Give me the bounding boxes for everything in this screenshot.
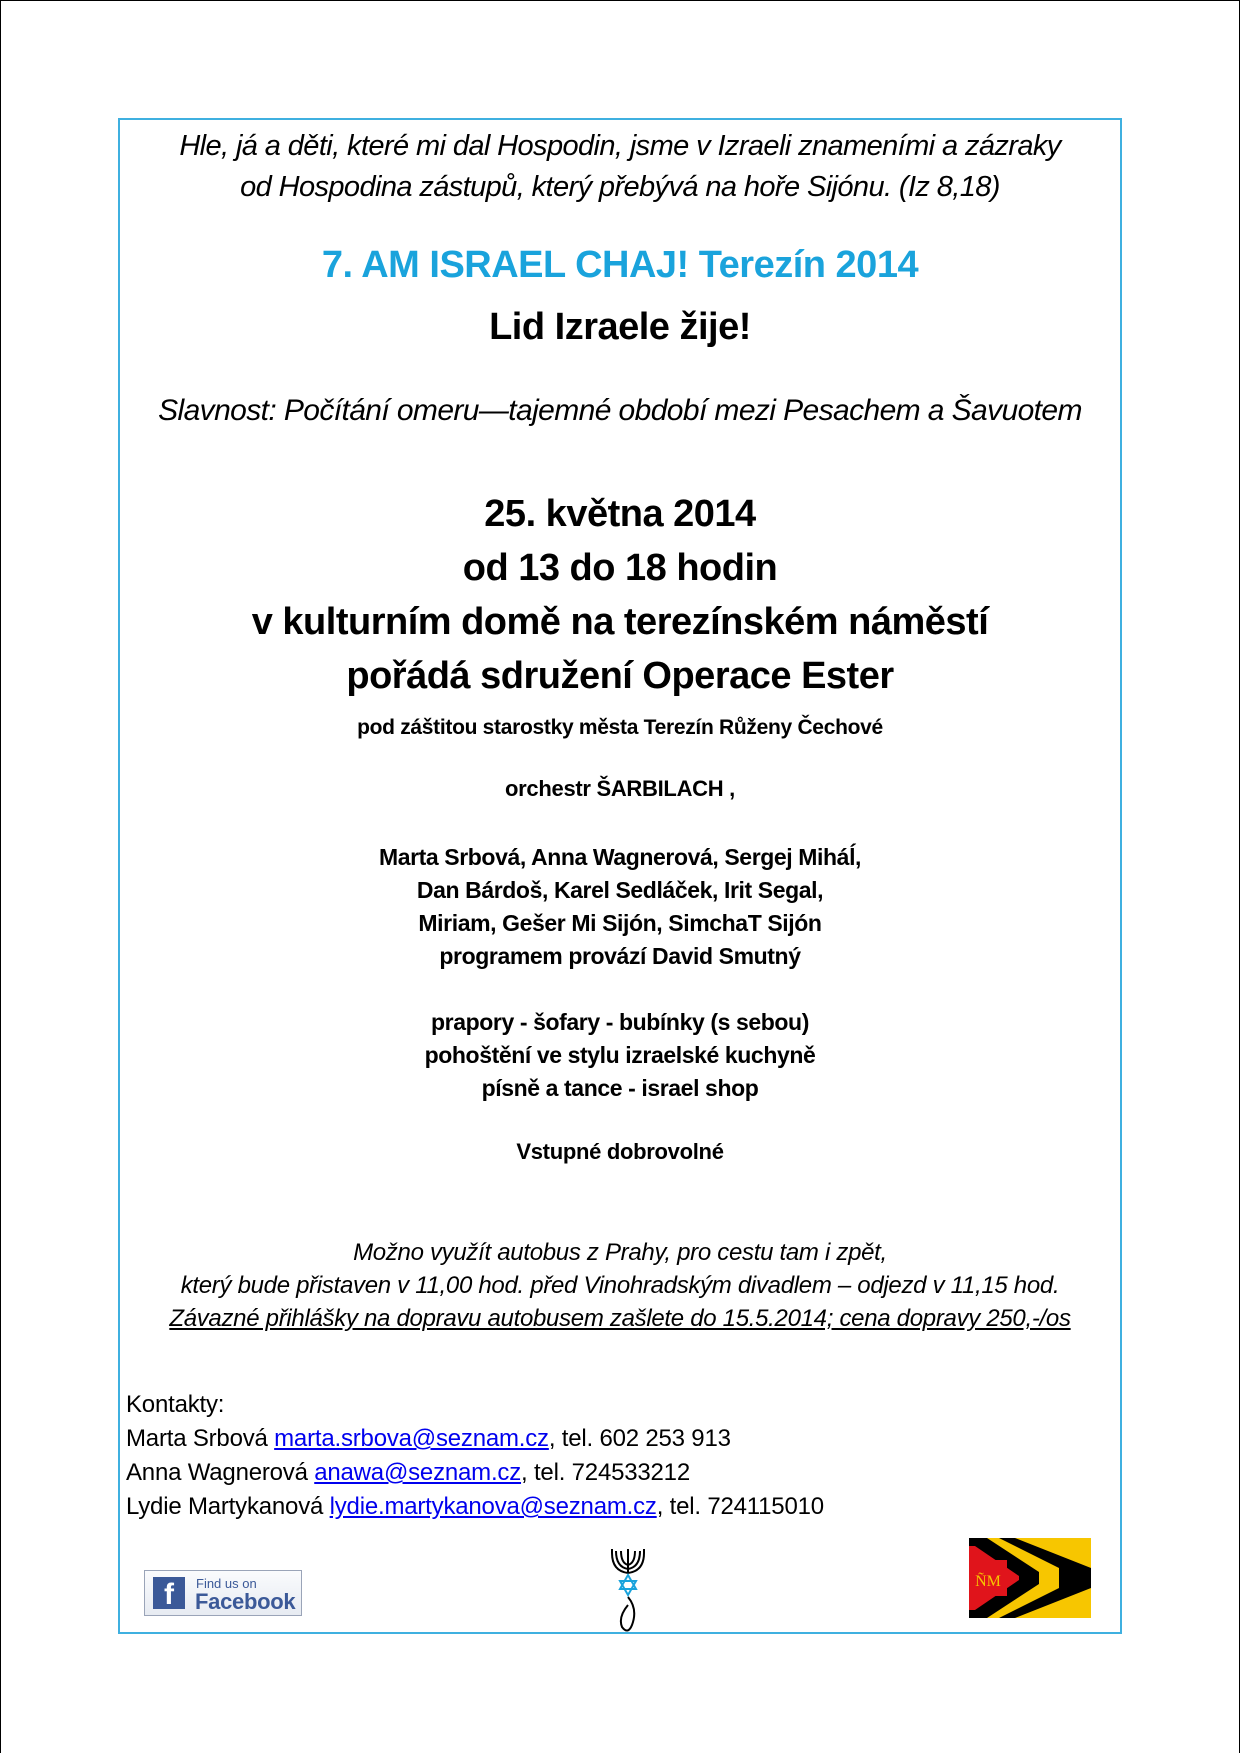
contact-phone: , tel. 724533212 (521, 1459, 690, 1486)
event-date: 25. května 2014 (484, 493, 756, 535)
contact-email-link[interactable]: anawa@seznam.cz (314, 1459, 522, 1486)
performers-line: Dan Bárdoš, Karel Sedláček, Irit Segal, (416, 877, 824, 903)
flag-monogram: ÑM (975, 1573, 1001, 1590)
extras-line: pohoštění ve stylu izraelské kuchyně (424, 1042, 816, 1068)
extras-line: prapory - šofary - bubínky (s sebou) (431, 1009, 809, 1035)
contacts (126, 1388, 824, 1524)
facebook-caption: Find us on (196, 1576, 257, 1591)
orchestra: orchestr ŠARBILACH , (505, 776, 735, 801)
contact-phone: , tel. 602 253 913 (548, 1425, 731, 1452)
bus-line-2: který bude přistaven v 11,00 hod. před Vinohradským divadlem – odjezd v 11,15 hod. (180, 1272, 1060, 1299)
event-place: v kulturním domě na terezínském náměstí (251, 601, 989, 643)
operation-ester-flag-icon (969, 1538, 1091, 1618)
contact-row (126, 1422, 824, 1456)
contact-name: Anna Wagnerová (126, 1459, 315, 1486)
messianic-seal-icon (608, 1545, 648, 1637)
performers-list (0, 841, 1240, 973)
bible-verse (0, 126, 1240, 208)
contact-name: Marta Srbová (126, 1425, 275, 1452)
performers-line: Marta Srbová, Anna Wagnerová, Sergej Miháĺ, (378, 844, 862, 870)
entry-fee: Vstupné dobrovolné (516, 1139, 724, 1164)
facebook-icon: f (153, 1577, 185, 1609)
performers-line: Miriam, Gešer Mi Sijón, SimchaT Sijón (418, 910, 822, 936)
event-title: 7. AM ISRAEL CHAJ! Terezín 2014 (321, 244, 919, 286)
bus-info (0, 1236, 1240, 1335)
facebook-label: Facebook (195, 1589, 296, 1614)
contact-row (126, 1456, 824, 1490)
contact-email-link[interactable]: lydie.martykanova@seznam.cz (329, 1493, 657, 1520)
facebook-button[interactable] (144, 1570, 302, 1616)
contacts-heading: Kontakty: (126, 1391, 225, 1418)
bus-line-1: Možno využít autobus z Prahy, pro cestu tam i zpět, (353, 1239, 887, 1266)
event-details (0, 487, 1240, 703)
event-subtitle: Lid Izraele žije! (489, 306, 751, 348)
performers-line: programem provází David Smutný (439, 943, 801, 969)
contact-phone: , tel. 724115010 (656, 1493, 824, 1520)
bus-line-3: Závazné přihlášky na dopravu autobusem zašlete do 15.5.2014; cena dopravy 250,-/os (169, 1305, 1071, 1332)
extras-list (0, 1006, 1240, 1105)
verse-line-2: od Hospodina zástupů, který přebývá na hoře Sijónu. (Iz 8,18) (240, 171, 1000, 203)
event-patron: pod záštitou starostky města Terezín Růženy Čechové (357, 716, 883, 739)
festival-description: Slavnost: Počítání omeru—tajemné období mezi Pesachem a Šavuotem (158, 394, 1082, 427)
verse-line-1: Hle, já a děti, které mi dal Hospodin, jsme v Izraeli znameními a zázraky (179, 130, 1061, 162)
event-organizer: pořádá sdružení Operace Ester (346, 655, 894, 697)
event-time: od 13 do 18 hodin (462, 547, 778, 589)
contact-email-link[interactable]: marta.srbova@seznam.cz (274, 1425, 549, 1452)
contact-name: Lydie Martykanová (126, 1493, 330, 1520)
extras-line: písně a tance - israel shop (481, 1075, 759, 1101)
contact-row (126, 1490, 824, 1524)
